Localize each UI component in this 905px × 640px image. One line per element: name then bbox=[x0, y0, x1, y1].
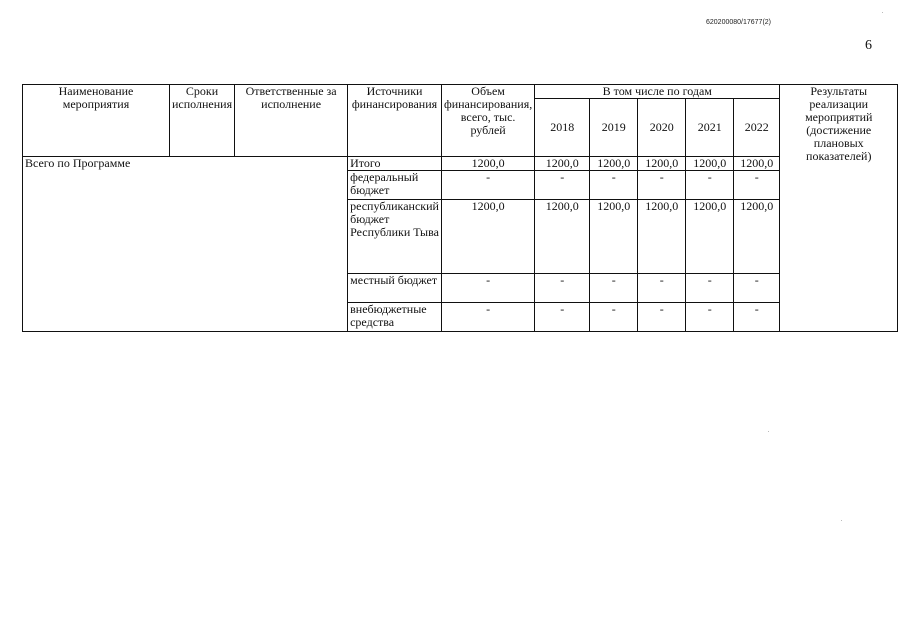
total-value: 1200,0 bbox=[441, 157, 534, 171]
year-value: 1200,0 bbox=[535, 157, 590, 171]
header-volume: Объем финансирования, всего, тыс. рублей bbox=[441, 85, 534, 157]
header-year: 2020 bbox=[638, 99, 686, 157]
program-total-label: Всего по Программе bbox=[23, 157, 348, 332]
program-financing-table bbox=[22, 84, 898, 332]
year-value: - bbox=[638, 171, 686, 200]
year-value: - bbox=[734, 303, 780, 332]
total-value: - bbox=[441, 274, 534, 303]
year-value: - bbox=[686, 303, 734, 332]
year-value: - bbox=[686, 171, 734, 200]
year-value: - bbox=[535, 274, 590, 303]
year-value: - bbox=[590, 274, 638, 303]
document-id: 620200080/17677(2) bbox=[706, 19, 772, 26]
year-value: 1200,0 bbox=[734, 157, 780, 171]
year-value: - bbox=[535, 303, 590, 332]
header-terms: Сроки исполнения bbox=[170, 85, 235, 157]
year-value: - bbox=[590, 171, 638, 200]
year-value: - bbox=[590, 303, 638, 332]
year-value: 1200,0 bbox=[638, 157, 686, 171]
year-value: 1200,0 bbox=[638, 200, 686, 274]
source-cell: Итого bbox=[348, 157, 442, 171]
source-cell: республиканский бюджет Республики Тыва bbox=[348, 200, 442, 274]
year-value: 1200,0 bbox=[734, 200, 780, 274]
header-by-years: В том числе по годам bbox=[535, 85, 780, 99]
header-results: Результаты реализации мероприятий (достижение плановых показателей) bbox=[780, 85, 898, 332]
year-value: - bbox=[734, 171, 780, 200]
year-value: - bbox=[734, 274, 780, 303]
page-number: 6 bbox=[865, 38, 872, 53]
year-value: 1200,0 bbox=[686, 157, 734, 171]
year-value: - bbox=[638, 303, 686, 332]
year-value: - bbox=[638, 274, 686, 303]
source-cell: внебюджетные средства bbox=[348, 303, 442, 332]
header-year: 2022 bbox=[734, 99, 780, 157]
header-year: 2021 bbox=[686, 99, 734, 157]
source-cell: федеральный бюджет bbox=[348, 171, 442, 200]
header-responsible: Ответственные за исполнение bbox=[235, 85, 348, 157]
year-value: 1200,0 bbox=[535, 200, 590, 274]
total-value: - bbox=[441, 171, 534, 200]
source-cell: местный бюджет bbox=[348, 274, 442, 303]
year-value: - bbox=[686, 274, 734, 303]
header-sources: Источники финансирования bbox=[348, 85, 442, 157]
year-value: 1200,0 bbox=[590, 157, 638, 171]
year-value: - bbox=[535, 171, 590, 200]
header-year: 2019 bbox=[590, 99, 638, 157]
header-year: 2018 bbox=[535, 99, 590, 157]
header-event-name: Наименование мероприятия bbox=[23, 85, 170, 157]
year-value: 1200,0 bbox=[590, 200, 638, 274]
total-value: - bbox=[441, 303, 534, 332]
total-value: 1200,0 bbox=[441, 200, 534, 274]
year-value: 1200,0 bbox=[686, 200, 734, 274]
